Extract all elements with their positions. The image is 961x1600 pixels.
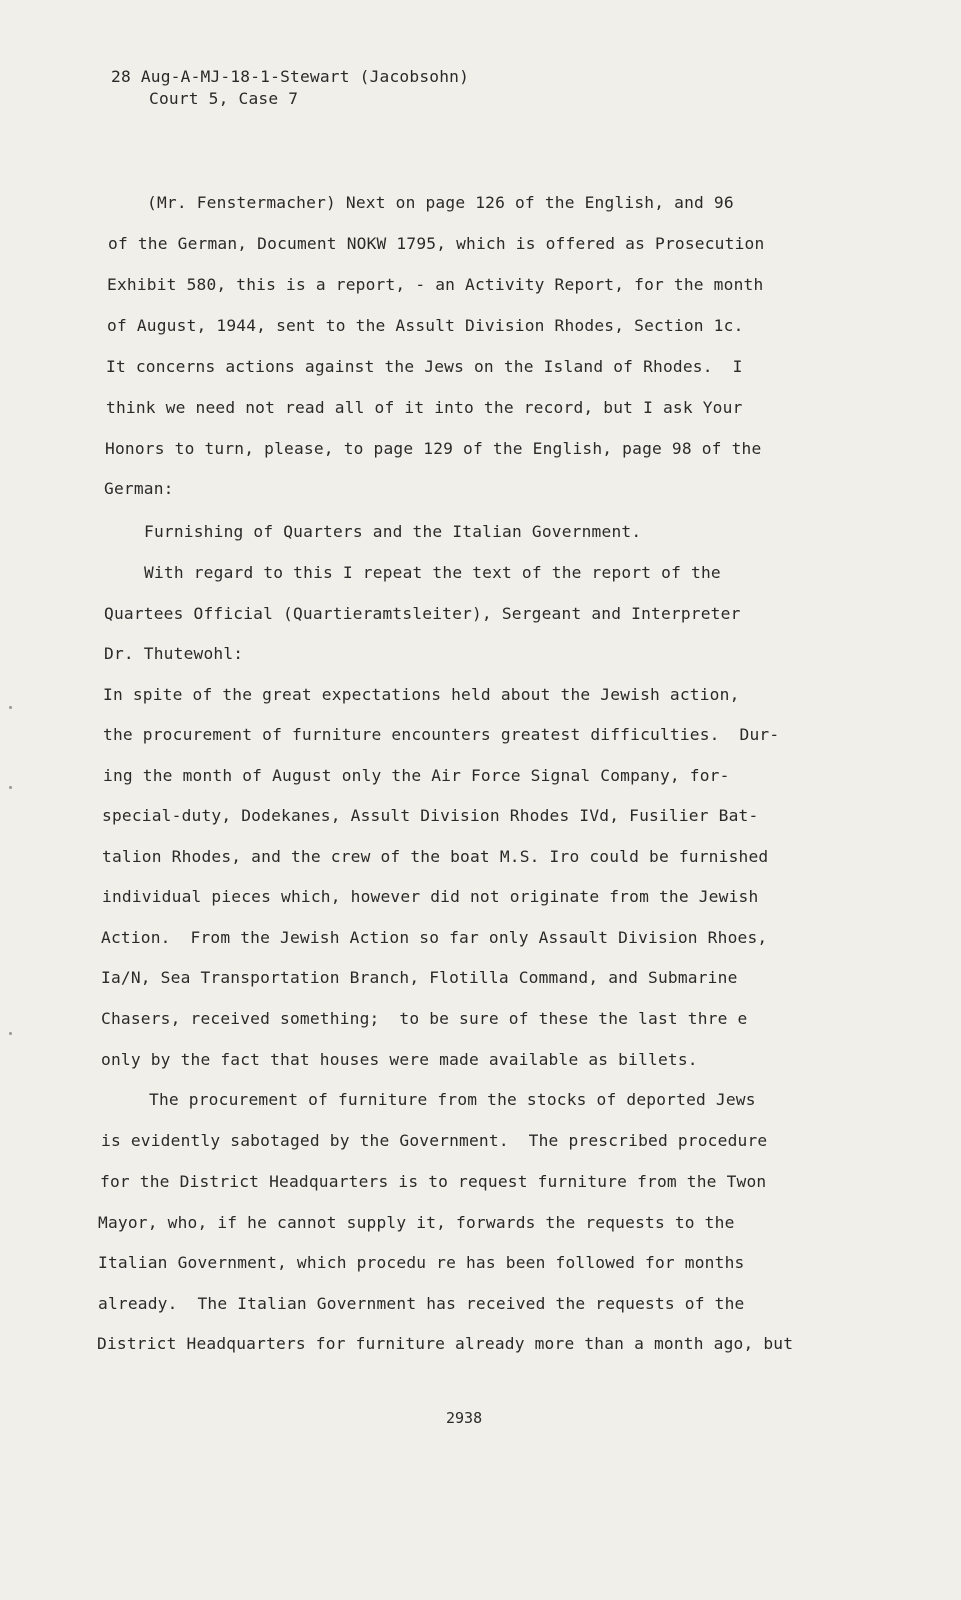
text-line: special-duty, Dodekanes, Assult Division Rhodes IVd, Fusilier Bat- xyxy=(102,806,759,825)
text-line: Exhibit 580, this is a report, - an Activity Report, for the month xyxy=(107,275,764,294)
text-line: Italian Government, which procedu re has been followed for months xyxy=(98,1253,745,1272)
text-line: District Headquarters for furniture already more than a month ago, but xyxy=(97,1334,794,1353)
page-number: 2938 xyxy=(446,1409,483,1427)
text-line: Honors to turn, please, to page 129 of the English, page 98 of the xyxy=(105,439,762,458)
text-line: ing the month of August only the Air Force Signal Company, for- xyxy=(103,766,730,785)
text-line: It concerns actions against the Jews on the Island of Rhodes. I xyxy=(106,357,743,376)
punch-mark xyxy=(9,1032,12,1035)
text-line: Dr. Thutewohl: xyxy=(104,644,244,663)
text-line: Chasers, received something; to be sure of these the last thre e xyxy=(101,1009,748,1028)
text-line: (Mr. Fenstermacher) Next on page 126 of the English, and 96 xyxy=(147,193,734,212)
text-line: think we need not read all of it into the record, but I ask Your xyxy=(106,398,743,417)
header-line-2: Court 5, Case 7 xyxy=(149,89,299,108)
text-line: Action. From the Jewish Action so far only Assault Division Rhoes, xyxy=(101,928,768,947)
text-line: of August, 1944, sent to the Assult Division Rhodes, Section 1c. xyxy=(107,316,744,335)
text-line: With regard to this I repeat the text of the report of the xyxy=(144,563,721,582)
text-line: is evidently sabotaged by the Government. The prescribed procedure xyxy=(101,1131,768,1150)
text-line: Mayor, who, if he cannot supply it, forwards the requests to the xyxy=(98,1213,735,1232)
header-line-1: 28 Aug-A-MJ-18-1-Stewart (Jacobsohn) xyxy=(111,67,470,86)
text-line: The procurement of furniture from the stocks of deported Jews xyxy=(149,1090,756,1109)
text-line: In spite of the great expectations held about the Jewish action, xyxy=(103,685,740,704)
text-line: already. The Italian Government has received the requests of the xyxy=(98,1294,745,1313)
text-line: talion Rhodes, and the crew of the boat M.S. Iro could be furnished xyxy=(102,847,769,866)
text-line: for the District Headquarters is to request furniture from the Twon xyxy=(100,1172,767,1191)
text-line: of the German, Document NOKW 1795, which is offered as Prosecution xyxy=(108,234,765,253)
text-line: Ia/N, Sea Transportation Branch, Flotilla Command, and Submarine xyxy=(101,968,738,987)
text-line: Quartees Official (Quartieramtsleiter), Sergeant and Interpreter xyxy=(104,604,741,623)
punch-mark xyxy=(9,786,12,789)
text-line: the procurement of furniture encounters greatest difficulties. Dur- xyxy=(103,725,780,744)
text-line: individual pieces which, however did not originate from the Jewish xyxy=(102,887,759,906)
text-line: German: xyxy=(104,479,174,498)
quoted-heading: Furnishing of Quarters and the Italian Government. xyxy=(144,522,642,541)
punch-mark xyxy=(9,706,12,709)
text-line: only by the fact that houses were made available as billets. xyxy=(101,1050,698,1069)
